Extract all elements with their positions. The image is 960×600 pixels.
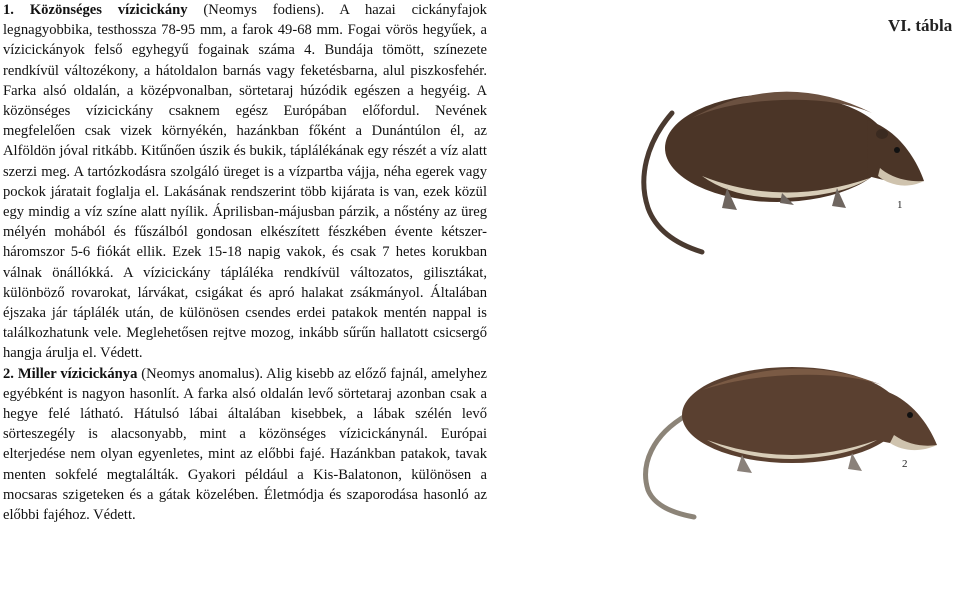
species-2-description: Alig kisebb az előző fajnál, amelyhez egyébként is nagyon hasonlít. A farka alsó oldalán levő sörtetaraj azonban csak a hegye felé látható. Hátulsó lábai általában kisebbek, a lábak szélén levő sörteszegély is alacsonyabb, mint a közönséges vízicickánynál. Európai elterjedése nem olyan egyenletes, mint az előbbi fajé. Hazánkban patakok, tavak menten sokfelé megtalálták. Gyakori például a Kis-Balatonon, különösen a mocsaras szigeteken és a gátak közelében. Életmódja és szaporodása hasonló az előbbi fajéhoz. Védett. — [3, 365, 487, 524]
species-1-latin: (Neomys fodiens). — [187, 2, 340, 18]
shrew-1-number: 1 — [897, 199, 903, 211]
plate-label: VI. tábla — [888, 16, 953, 35]
species-text-column — [3, 0, 487, 525]
shrew-illustration-1 — [632, 58, 948, 266]
species-2-title: vízicickánya — [60, 365, 138, 382]
shrew-2-tail — [646, 415, 694, 517]
species-1-description: A hazai cickányfajok legnagyobbika, testhossza 78-95 mm, a farok 49-68 mm. Fogai vörös hegyűek, a vízicickányok felső egyhegyű fogainak száma 4. Bundája tömött, színezete rendkívül változékony, a hátoldalon barnás vagy feketésbarna, alul piszkosfehér. Farka alsó oldalán, a középvonalban, sörtetaraj húzódik egészen a hegyéig. A közönséges vízicickány csaknem egész Európában előfordul. Nevének megfelelően csak vizek környékén, hazánkban főként a Dunántúlon él, az Alföldön jóval ritkább. Kitűnően úszik és bukik, táplálékának egy részét a víz alatt szerzi meg. A tartózkodásra szolgáló üreget is a vízpartba vájja, néha egerek vagy pockok járatait foglalja el. Lakásának rendszerint több kijárata is van, ezek közül egy mindig a víz színe alatt nyílik. Áprilisban-májusban párzik, a nőstény az üreg mélyén mohából és fűszálból gondosan elkészített fészkében évente kétszer-háromszor 5-6 fiókát ellik. Ezek 15-18 napig vakok, és csak 7 hetes korukban válnak önállókká. A vízicickány tápláléka rendkívül változatos, gilisztákat, különböző rovarokat, lárvákat, csigákat és apró halakat zsákmányol. Általában éjszaka jár táplálék után, de különösen csendes erdei patakok mentén nappal is találkozhatunk vele. Meglehetősen rejtve mozog, inkább sűrűn hallatott csicsergő hangja árulja el. Védett. — [3, 2, 487, 362]
shrew-2-head — [880, 390, 937, 450]
species-2-latin: (Neomys anomalus). — [137, 365, 267, 382]
species-1-title: 1. Közönséges vízicickány — [3, 2, 188, 18]
paragraph-miller-water-shrew — [3, 364, 487, 526]
shrew-1-body — [665, 92, 889, 202]
species-2-number: 2. Miller — [3, 365, 61, 382]
shrew-illustration-2 — [632, 345, 948, 525]
shrew-1-head — [867, 120, 924, 186]
shrew-2-body — [682, 367, 902, 463]
paragraph-common-water-shrew — [3, 0, 487, 364]
shrew-2-number: 2 — [902, 458, 908, 470]
